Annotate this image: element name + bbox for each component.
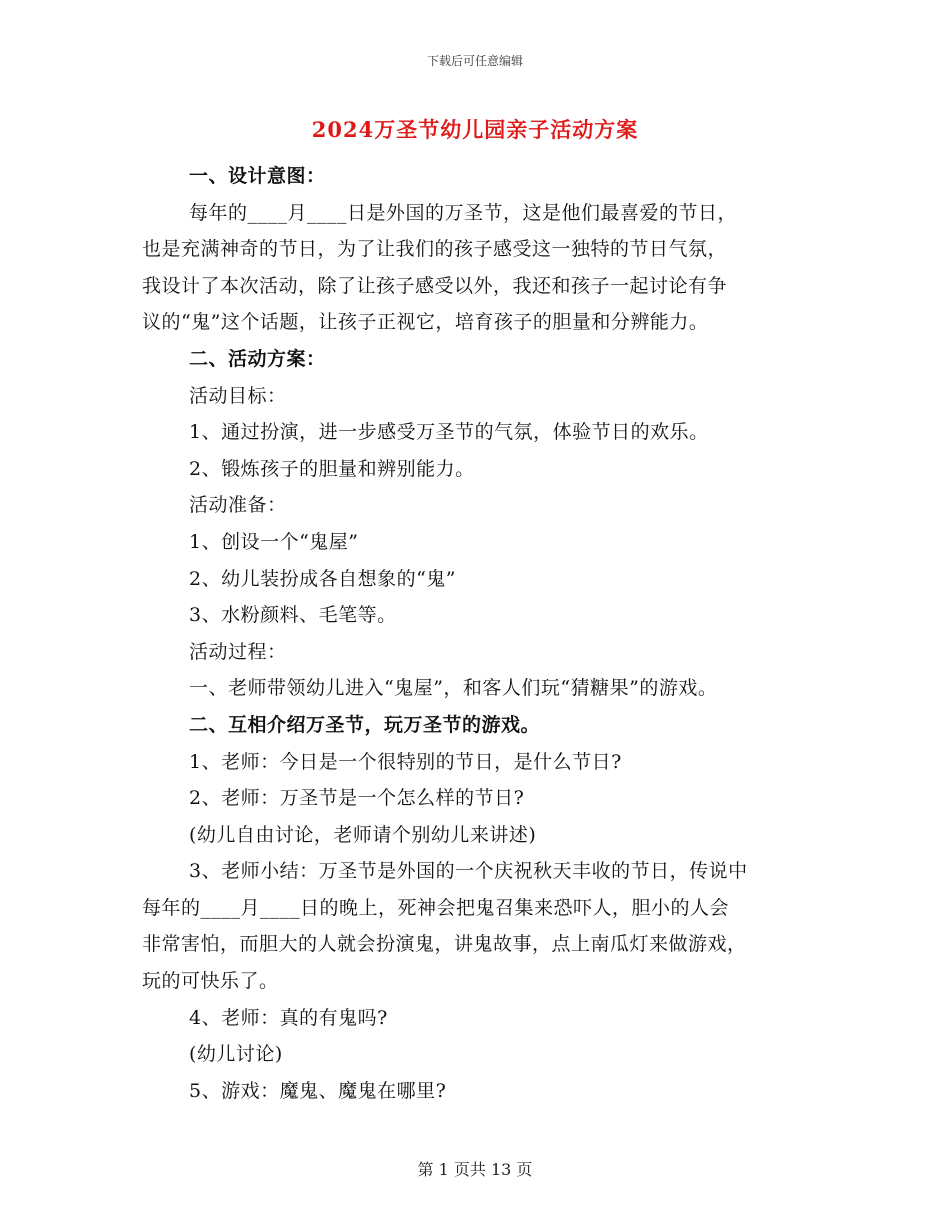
subheading-activity-goals: 活动目标： [189,384,287,407]
list-item: 1、创设一个“鬼屋” [189,530,359,553]
paragraph-line: 也是充满神奇的节日，为了让我们的孩子感受这一独特的节日气氛， [142,238,728,261]
paragraph-line: 我设计了本次活动，除了让孩子感受以外，我还和孩子一起讨论有争 [142,274,728,297]
list-item: 3、水粉颜料、毛笔等。 [189,604,397,627]
list-item: 1、通过扮演，进一步感受万圣节的气氛，体验节日的欢乐。 [189,421,709,444]
paragraph-line: 议的“鬼”这个话题，让孩子正视它，培育孩子的胆量和分辨能力。 [142,311,709,334]
section-heading-introduce-halloween: 二、互相介绍万圣节，玩万圣节的游戏。 [189,713,541,736]
subheading-activity-process: 活动过程： [189,640,287,663]
page-header: 下载后可任意编辑 [426,54,523,68]
paragraph-line: 每年的____月____日的晚上，死神会把鬼召集来恐吓人，胆小的人会 [142,896,730,919]
paragraph-line: (幼儿讨论) [189,1043,283,1066]
list-item: 3、老师小结：万圣节是外国的一个庆祝秋天丰收的节日，传说中 [189,860,748,883]
list-item: 一、老师带领幼儿进入“鬼屋”，和客人们玩“猜糖果”的游戏。 [189,677,718,700]
page-footer: 第 1 页共 13 页 [417,1160,533,1179]
list-item: 1、老师：今日是一个很特别的节日，是什么节日? [189,750,622,773]
section-heading-activity-plan: 二、活动方案： [189,347,326,370]
subheading-activity-preparation: 活动准备： [189,494,287,517]
list-item: 2、幼儿装扮成各自想象的“鬼” [189,567,457,590]
paragraph-line: (幼儿自由讨论，老师请个别幼儿来讲述) [189,823,537,846]
document-body [142,158,812,1109]
list-item: 5、游戏：魔鬼、魔鬼在哪里? [189,1079,447,1102]
section-heading-design-intent: 一、设计意图： [189,165,326,187]
paragraph-line: 非常害怕，而胆大的人就会扮演鬼，讲鬼故事，点上南瓜灯来做游戏， [142,933,747,956]
list-item: 2、锻炼孩子的胆量和辨别能力。 [189,457,475,480]
paragraph-line: 每年的____月____日是外国的万圣节，这是他们最喜爱的节日， [189,201,738,224]
list-item: 4、老师：真的有鬼吗? [189,1006,388,1029]
list-item: 2、老师：万圣节是一个怎么样的节日? [189,787,525,810]
document-title: 2024万圣节幼儿园亲子活动方案 [311,117,639,142]
paragraph-line: 玩的可快乐了。 [142,970,279,993]
